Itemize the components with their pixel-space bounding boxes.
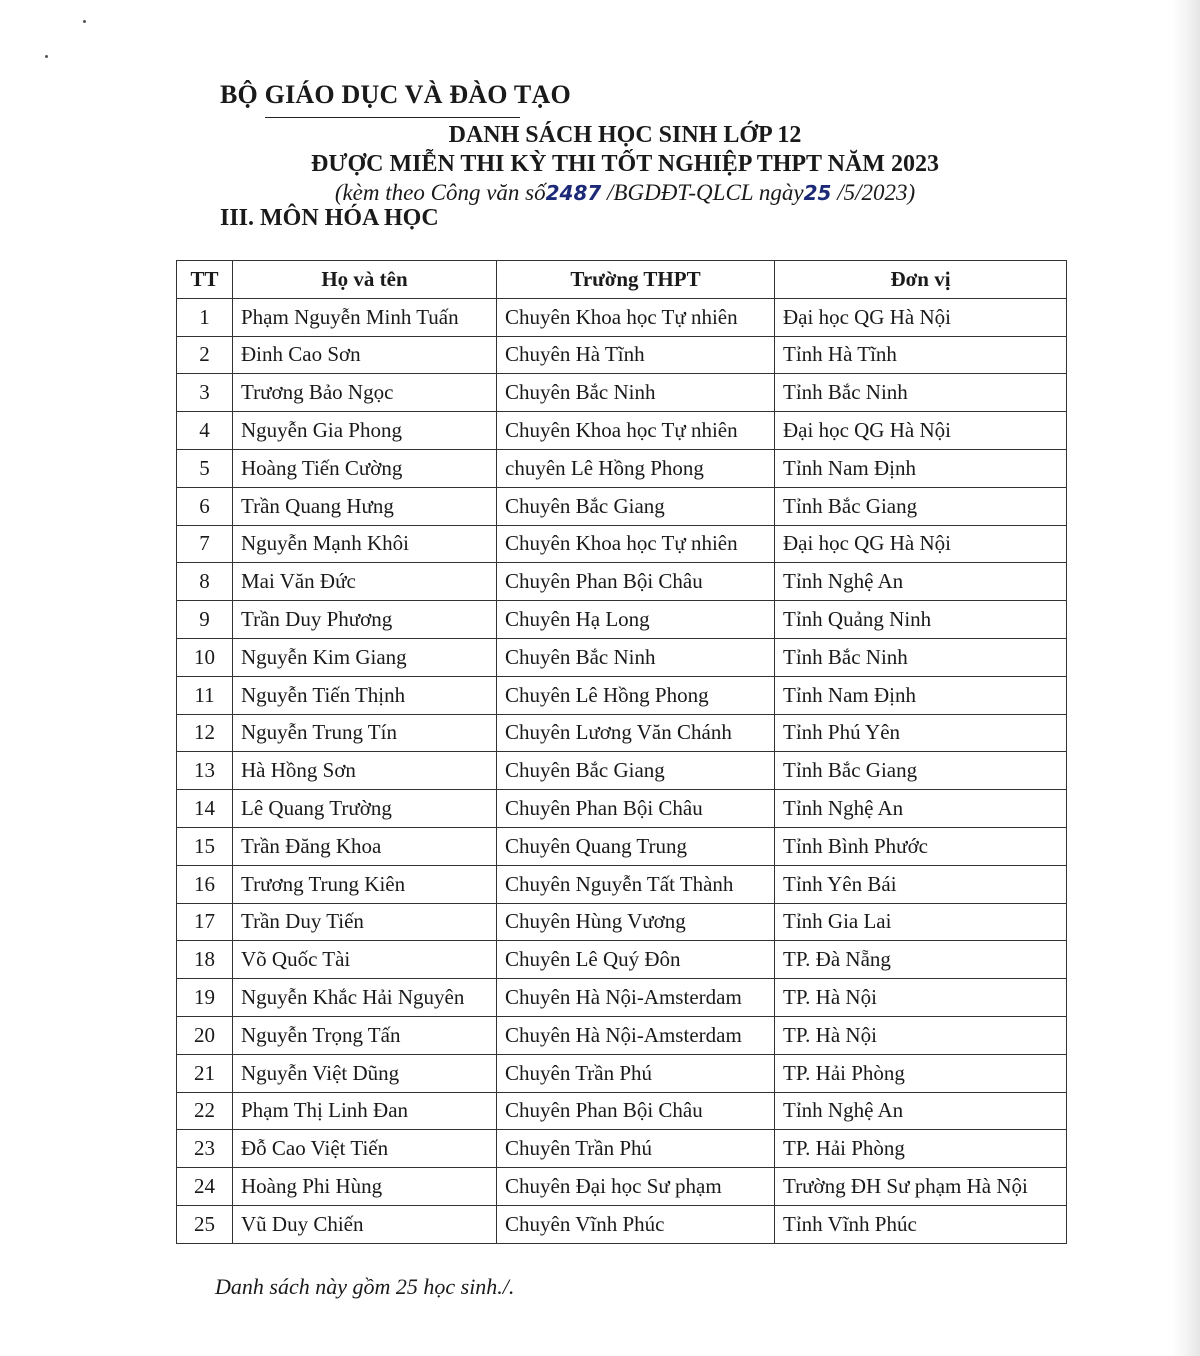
cell-tt: 6 <box>177 487 233 525</box>
cell-school: Chuyên Bắc Giang <box>497 487 775 525</box>
student-table <box>176 260 1067 1244</box>
cell-name: Nguyễn Kim Giang <box>233 638 497 676</box>
table-row <box>177 638 1067 676</box>
cell-tt: 5 <box>177 449 233 487</box>
cell-name: Nguyễn Gia Phong <box>233 412 497 450</box>
page-edge-shadow <box>1172 0 1200 1356</box>
cell-tt: 3 <box>177 374 233 412</box>
cell-name: Hà Hồng Sơn <box>233 752 497 790</box>
cell-tt: 17 <box>177 903 233 941</box>
cell-unit: Tỉnh Nam Định <box>775 449 1067 487</box>
cell-unit: TP. Hà Nội <box>775 979 1067 1017</box>
table-row <box>177 979 1067 1017</box>
cell-tt: 24 <box>177 1168 233 1206</box>
cell-tt: 23 <box>177 1130 233 1168</box>
cell-name: Đinh Cao Sơn <box>233 336 497 374</box>
cell-name: Vũ Duy Chiến <box>233 1205 497 1243</box>
cell-school: Chuyên Phan Bội Châu <box>497 790 775 828</box>
cell-tt: 20 <box>177 1016 233 1054</box>
cell-tt: 8 <box>177 563 233 601</box>
table-row <box>177 336 1067 374</box>
header-school: Trường THPT <box>497 261 775 299</box>
cell-unit: Tỉnh Phú Yên <box>775 714 1067 752</box>
ministry-name: BỘ GIÁO DỤC VÀ ĐÀO TẠO <box>220 80 571 109</box>
cell-school: Chuyên Hà Nội-Amsterdam <box>497 979 775 1017</box>
cell-unit: Tỉnh Gia Lai <box>775 903 1067 941</box>
cell-school: chuyên Lê Hồng Phong <box>497 449 775 487</box>
cell-tt: 4 <box>177 412 233 450</box>
cell-name: Hoàng Tiến Cường <box>233 449 497 487</box>
header-unit: Đơn vị <box>775 261 1067 299</box>
cell-school: Chuyên Đại học Sư phạm <box>497 1168 775 1206</box>
cell-name: Nguyễn Mạnh Khôi <box>233 525 497 563</box>
cell-unit: Đại học QG Hà Nội <box>775 298 1067 336</box>
cell-tt: 2 <box>177 336 233 374</box>
table-row <box>177 1130 1067 1168</box>
table-row <box>177 903 1067 941</box>
cell-unit: Tỉnh Bình Phước <box>775 827 1067 865</box>
cell-school: Chuyên Hà Tĩnh <box>497 336 775 374</box>
cell-school: Chuyên Bắc Ninh <box>497 374 775 412</box>
table-row <box>177 752 1067 790</box>
table-row <box>177 601 1067 639</box>
cell-school: Chuyên Lê Hồng Phong <box>497 676 775 714</box>
cell-unit: Tỉnh Nghệ An <box>775 563 1067 601</box>
document-reference <box>300 180 950 206</box>
table-row <box>177 714 1067 752</box>
table-row <box>177 865 1067 903</box>
cell-name: Trần Duy Tiến <box>233 903 497 941</box>
cell-unit: Tỉnh Bắc Giang <box>775 487 1067 525</box>
cell-name: Nguyễn Trọng Tấn <box>233 1016 497 1054</box>
cell-school: Chuyên Lê Quý Đôn <box>497 941 775 979</box>
cell-unit: TP. Hải Phòng <box>775 1130 1067 1168</box>
cell-unit: Tỉnh Nam Định <box>775 676 1067 714</box>
cell-name: Lê Quang Trường <box>233 790 497 828</box>
table-row <box>177 449 1067 487</box>
cell-school: Chuyên Bắc Giang <box>497 752 775 790</box>
cell-name: Nguyễn Trung Tín <box>233 714 497 752</box>
cell-school: Chuyên Nguyễn Tất Thành <box>497 865 775 903</box>
cell-school: Chuyên Trần Phú <box>497 1054 775 1092</box>
cell-school: Chuyên Khoa học Tự nhiên <box>497 412 775 450</box>
table-row <box>177 1054 1067 1092</box>
table-row <box>177 374 1067 412</box>
cell-tt: 13 <box>177 752 233 790</box>
cell-tt: 22 <box>177 1092 233 1130</box>
cell-school: Chuyên Trần Phú <box>497 1130 775 1168</box>
cell-unit: Trường ĐH Sư phạm Hà Nội <box>775 1168 1067 1206</box>
cell-unit: TP. Hà Nội <box>775 1016 1067 1054</box>
cell-name: Võ Quốc Tài <box>233 941 497 979</box>
cell-name: Đỗ Cao Việt Tiến <box>233 1130 497 1168</box>
cell-tt: 15 <box>177 827 233 865</box>
cell-name: Trần Quang Hưng <box>233 487 497 525</box>
cell-unit: Tỉnh Bắc Giang <box>775 752 1067 790</box>
header-name: Họ và tên <box>233 261 497 299</box>
cell-tt: 1 <box>177 298 233 336</box>
reference-prefix: (kèm theo Công văn số <box>334 180 546 205</box>
cell-unit: Tỉnh Nghệ An <box>775 1092 1067 1130</box>
cell-school: Chuyên Khoa học Tự nhiên <box>497 298 775 336</box>
cell-name: Mai Văn Đức <box>233 563 497 601</box>
cell-unit: Tỉnh Yên Bái <box>775 865 1067 903</box>
cell-tt: 16 <box>177 865 233 903</box>
table-row <box>177 1092 1067 1130</box>
cell-name: Phạm Thị Linh Đan <box>233 1092 497 1130</box>
cell-school: Chuyên Lương Văn Chánh <box>497 714 775 752</box>
table-row <box>177 1016 1067 1054</box>
cell-tt: 11 <box>177 676 233 714</box>
cell-school: Chuyên Quang Trung <box>497 827 775 865</box>
table-row <box>177 487 1067 525</box>
cell-tt: 7 <box>177 525 233 563</box>
cell-school: Chuyên Khoa học Tự nhiên <box>497 525 775 563</box>
cell-name: Trương Bảo Ngọc <box>233 374 497 412</box>
cell-unit: Tỉnh Hà Tĩnh <box>775 336 1067 374</box>
cell-tt: 10 <box>177 638 233 676</box>
cell-school: Chuyên Vĩnh Phúc <box>497 1205 775 1243</box>
section-heading: III. MÔN HÓA HỌC <box>220 205 439 231</box>
cell-tt: 9 <box>177 601 233 639</box>
cell-unit: TP. Đà Nẵng <box>775 941 1067 979</box>
reference-middle: /BGDĐT-QLCL ngày <box>601 180 804 205</box>
cell-school: Chuyên Phan Bội Châu <box>497 1092 775 1130</box>
cell-unit: Đại học QG Hà Nội <box>775 412 1067 450</box>
cell-tt: 14 <box>177 790 233 828</box>
document-title-line1: DANH SÁCH HỌC SINH LỚP 12 <box>448 122 802 148</box>
table-row <box>177 676 1067 714</box>
cell-tt: 18 <box>177 941 233 979</box>
table-row <box>177 1168 1067 1206</box>
handwritten-doc-day: 25 <box>803 181 832 205</box>
cell-unit: Tỉnh Quảng Ninh <box>775 601 1067 639</box>
table-row <box>177 412 1067 450</box>
table-row <box>177 941 1067 979</box>
scan-speck <box>83 20 86 23</box>
handwritten-doc-number: 2487 <box>545 181 602 205</box>
cell-unit: Tỉnh Bắc Ninh <box>775 638 1067 676</box>
cell-unit: Tỉnh Bắc Ninh <box>775 374 1067 412</box>
cell-unit: TP. Hải Phòng <box>775 1054 1067 1092</box>
ministry-underline <box>265 117 520 118</box>
table-body <box>177 298 1067 1243</box>
scan-speck <box>45 55 48 58</box>
cell-school: Chuyên Hạ Long <box>497 601 775 639</box>
cell-tt: 19 <box>177 979 233 1017</box>
table-row <box>177 1205 1067 1243</box>
cell-school: Chuyên Bắc Ninh <box>497 638 775 676</box>
table-row <box>177 563 1067 601</box>
table-row <box>177 827 1067 865</box>
cell-name: Hoàng Phi Hùng <box>233 1168 497 1206</box>
cell-tt: 25 <box>177 1205 233 1243</box>
table-row <box>177 298 1067 336</box>
header-tt: TT <box>177 261 233 299</box>
cell-name: Nguyễn Khắc Hải Nguyên <box>233 979 497 1017</box>
cell-name: Trần Duy Phương <box>233 601 497 639</box>
footer-note: Danh sách này gồm 25 học sinh./. <box>215 1274 515 1299</box>
cell-school: Chuyên Phan Bội Châu <box>497 563 775 601</box>
cell-name: Nguyễn Tiến Thịnh <box>233 676 497 714</box>
cell-tt: 21 <box>177 1054 233 1092</box>
cell-school: Chuyên Hà Nội-Amsterdam <box>497 1016 775 1054</box>
cell-school: Chuyên Hùng Vương <box>497 903 775 941</box>
cell-name: Nguyễn Việt Dũng <box>233 1054 497 1092</box>
cell-unit: Tỉnh Nghệ An <box>775 790 1067 828</box>
table-row <box>177 525 1067 563</box>
table-header-row <box>177 261 1067 299</box>
cell-name: Trần Đăng Khoa <box>233 827 497 865</box>
document-title-line2: ĐƯỢC MIỄN THI KỲ THI TỐT NGHIỆP THPT NĂM 2023 <box>311 151 939 177</box>
cell-name: Phạm Nguyễn Minh Tuấn <box>233 298 497 336</box>
table-row <box>177 790 1067 828</box>
cell-name: Trương Trung Kiên <box>233 865 497 903</box>
cell-unit: Tỉnh Vĩnh Phúc <box>775 1205 1067 1243</box>
cell-tt: 12 <box>177 714 233 752</box>
reference-suffix: /5/2023) <box>831 180 916 205</box>
cell-unit: Đại học QG Hà Nội <box>775 525 1067 563</box>
